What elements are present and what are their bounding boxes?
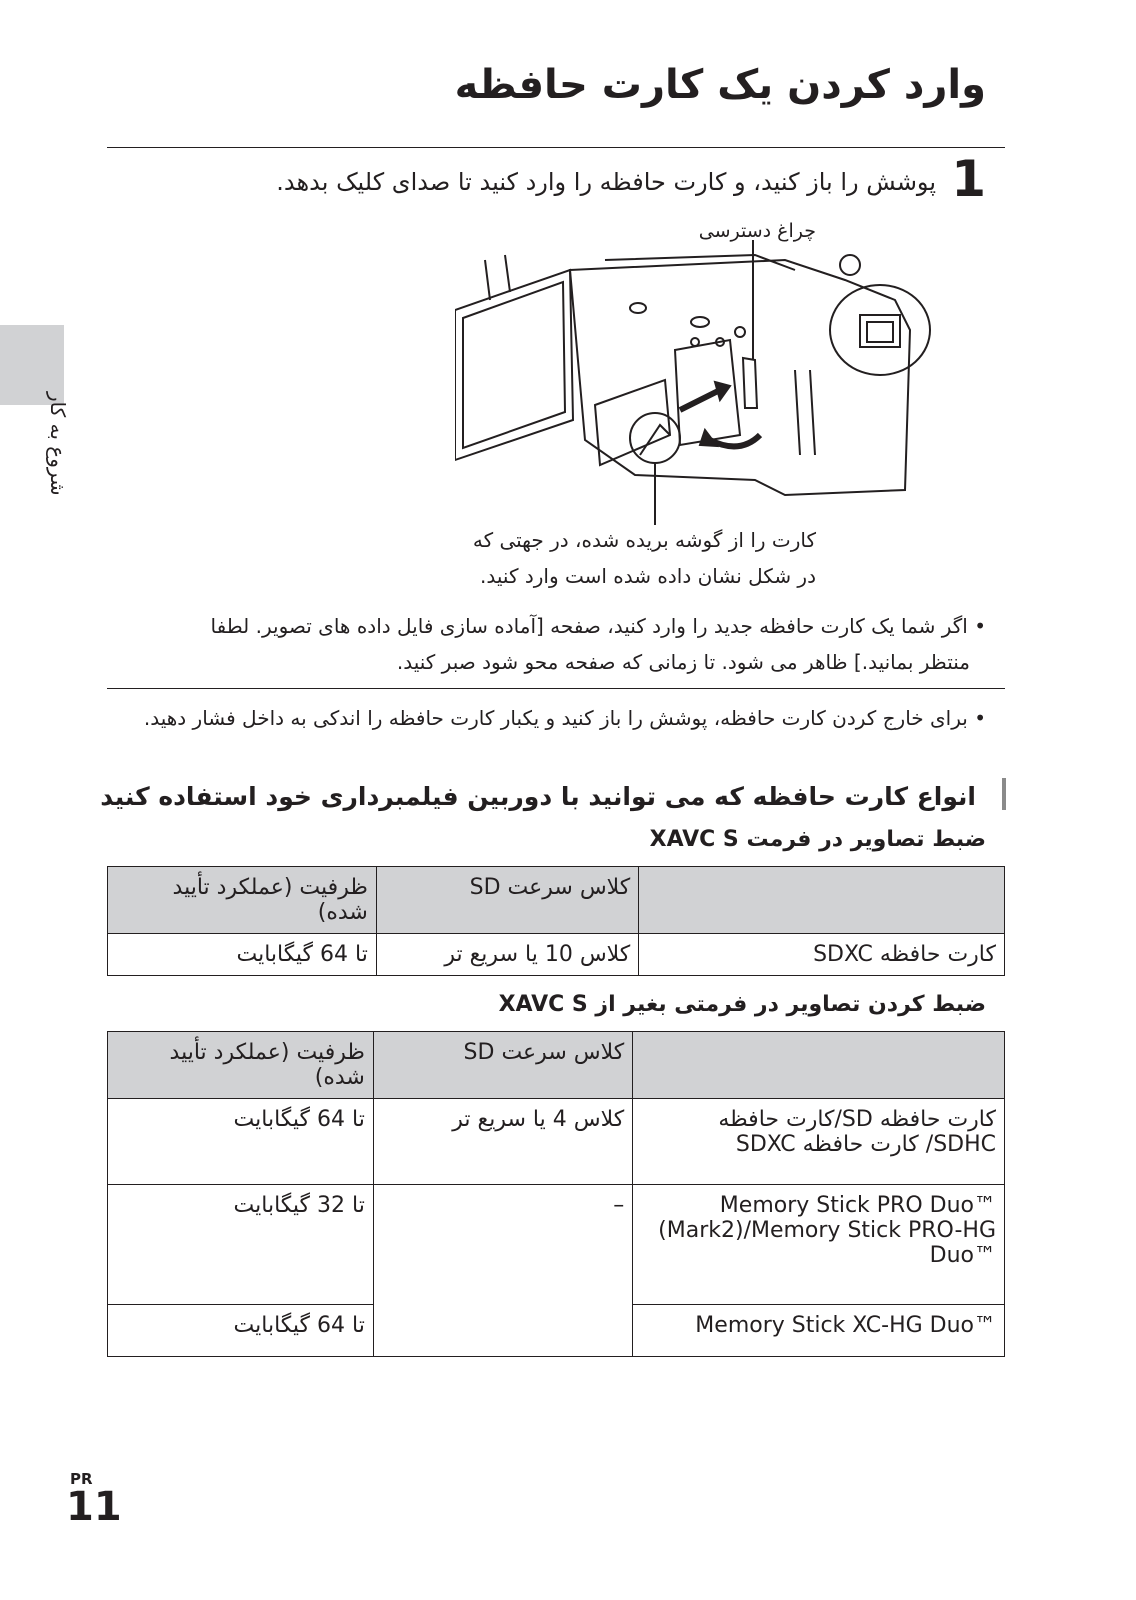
- table1: [107, 866, 1005, 976]
- table-header: [639, 867, 1005, 934]
- corner-insert-note: کارت را از گوشه بریده شده، در جهتی که در شکل نشان داده شده است وارد کنید.: [472, 528, 816, 588]
- camcorder-illustration: [455, 240, 935, 525]
- table-cell: کارت حافظه SD/کارت حافظه SDHC/ کارت حافظه SDXC: [633, 1099, 1005, 1185]
- table-cell: کارت حافظه SDXC: [639, 934, 1005, 976]
- table-header: کلاس سرعت SD: [376, 867, 638, 934]
- note-new-card: • اگر شما یک کارت حافظه جدید را وارد کنید، صفحه [آماده سازی فایل داده های تصویر. لطفا منتظر بمانید.] ظاهر می شود. تا زمانی که صفحه محو شود صبر کنید.: [210, 614, 986, 674]
- table-cell: Memory Stick PRO Duo™ (Mark2)/Memory Stick PRO-HG Duo™: [633, 1185, 1005, 1305]
- table-cell: کلاس 4 یا سریع تر: [373, 1099, 632, 1185]
- step-text: پوشش را باز کنید، و کارت حافظه را وارد کنید تا صدای کلیک بدهد.: [276, 168, 936, 196]
- slot-cover: [675, 340, 740, 445]
- section-marker: [1002, 778, 1006, 810]
- step-number: 1: [951, 150, 986, 208]
- memory-card: [595, 380, 670, 465]
- table-cell: تا 64 گیگابایت: [108, 934, 377, 976]
- page-title: وارد کردن یک کارت حافظه: [454, 62, 986, 108]
- table-cell: کلاس 10 یا سریع تر: [376, 934, 638, 976]
- table-cell: –: [373, 1185, 632, 1357]
- corner-magnifier: [630, 413, 680, 463]
- table2-caption: ضبط کردن تصاویر در فرمتی بغیر از XAVC S: [498, 992, 986, 1017]
- table-row: [108, 1099, 1005, 1185]
- table-header: ظرفیت (عملکرد تأیید شده): [108, 1032, 374, 1099]
- access-lamp-label: چراغ دسترسی: [698, 220, 816, 242]
- page-number: 11: [66, 1484, 122, 1530]
- table-row: [108, 1185, 1005, 1305]
- language-code: PR: [70, 1470, 93, 1488]
- table-cell: تا 64 گیگابایت: [108, 1305, 374, 1357]
- lcd-panel: [455, 270, 573, 460]
- table-row: [108, 934, 1005, 976]
- table-header: ظرفیت (عملکرد تأیید شده): [108, 867, 377, 934]
- title-rule: [107, 147, 1005, 148]
- table-cell: Memory Stick XC-HG Duo™: [633, 1305, 1005, 1357]
- table-cell: تا 32 گیگابایت: [108, 1185, 374, 1305]
- table-cell: تا 64 گیگابایت: [108, 1099, 374, 1185]
- table-header: [633, 1032, 1005, 1099]
- access-lamp: [743, 358, 757, 408]
- note-eject-card: • برای خارج کردن کارت حافظه، پوشش را باز کنید و یکبار کارت حافظه را اندکی به داخل فشار دهید.: [143, 706, 986, 730]
- table-header-row: [108, 867, 1005, 934]
- table2: [107, 1031, 1005, 1357]
- notes-rule: [107, 688, 1005, 689]
- section-title: انواع کارت حافظه که می توانید با دوربین فیلمبرداری خود استفاده کنید: [100, 782, 976, 811]
- side-tab-label: شروع به کار: [46, 392, 70, 496]
- table-header-row: [108, 1032, 1005, 1099]
- table-header: کلاس سرعت SD: [373, 1032, 632, 1099]
- table1-caption: ضبط تصاویر در فرمت XAVC S: [649, 827, 986, 852]
